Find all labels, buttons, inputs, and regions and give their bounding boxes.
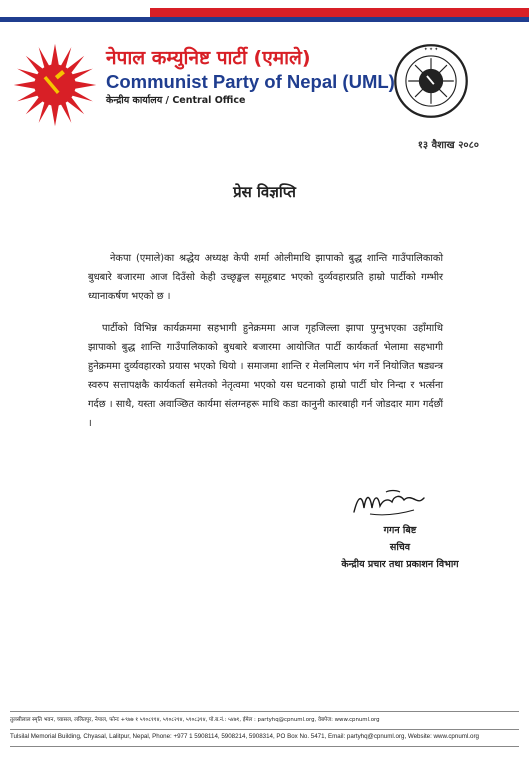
office-label-english: / Central Office bbox=[162, 95, 246, 106]
signatory-name: गगन बिष्ट bbox=[383, 525, 417, 536]
office-label bbox=[106, 94, 395, 108]
footer-divider-top bbox=[10, 711, 519, 712]
party-seal bbox=[393, 43, 469, 119]
header-blue-stripe bbox=[0, 17, 529, 22]
issue-date: १३ वैशाख २०८० bbox=[417, 140, 479, 151]
signatory-block bbox=[300, 522, 500, 573]
handwritten-signature bbox=[350, 486, 428, 520]
party-name-english: Communist Party of Nepal (UML) bbox=[106, 71, 395, 92]
footer-divider-bottom bbox=[10, 746, 519, 747]
signatory-position: सचिव bbox=[389, 542, 411, 553]
footer-divider-middle bbox=[10, 729, 519, 730]
footer-address-nepali: तुलसीलाल स्मृति भवन, च्यासल, ललितपुर, नेपाल, फोनः +९७७ १ ५९०८११४, ५९०८२१४, ५९०८३१४, पो.ब.नं.: ५४७१, ईमेल : partyhq@cpnuml.org, वेबपेज: www.cpnuml.org bbox=[10, 717, 380, 723]
party-emblem-logo bbox=[12, 42, 98, 128]
body-paragraph-2: पार्टीको विभिन्न कार्यक्रममा सहभागी हुनेक्रममा आज गृहजिल्ला झापा पुग्नुभएका उहाँमाथि झापाको बुद्ध शान्ति गाउँपालिकाको बुधबारे बजारमा आयोजित पार्टी कार्यकर्ता भेलामा सहभागी हुनेक्रममा दुर्व्यवहारको प्रयास भएको थियो । समाजमा शान्ति र मेलमिलाप भंग गर्ने नियोजित षड्यन्त्र स्वरुप सत्तापक्षकै कार्यकर्ता समेतको नेतृत्वमा भएको यस घटनाको हाम्रो पार्टी घोर निन्दा र भर्त्सना गर्दछ । साथै, यस्ता अवाञ्छित कार्यमा संलग्नहरू माथि कडा कानुनी कारबाही गर्न जोडदार माग गर्दछौं । bbox=[88, 322, 443, 429]
svg-text:✦ ✦ ✦: ✦ ✦ ✦ bbox=[423, 47, 439, 53]
document-title: प्रेस विज्ञप्ति bbox=[233, 183, 296, 201]
signatory-department: केन्द्रीय प्रचार तथा प्रकाशन विभाग bbox=[341, 559, 459, 570]
party-letterhead bbox=[106, 46, 395, 108]
body-paragraph-1: नेकपा (एमाले)का श्रद्धेय अध्यक्ष केपी शर्मा ओलीमाथि झापाको बुद्ध शान्ति गाउँपालिकाको बुधबारे बजारमा आज दिउँसो केही उच्छृङ्खल समूहबाट भएको दुर्व्यवहारप्रति हाम्रो पार्टीको गम्भीर ध्यानाकर्षण भएको छ । bbox=[88, 252, 443, 302]
header-red-stripe bbox=[150, 8, 529, 17]
office-label-nepali: केन्द्रीय कार्यालय bbox=[106, 95, 163, 106]
footer-address-english: Tulsilal Memorial Building, Chyasal, Lalitpur, Nepal, Phone: +977 1 5908114, 5908214, 5908314, PO Box No. 5471, Email: partyhq@cpnuml.org, Website: www.cpnuml.org bbox=[10, 733, 479, 740]
party-name-nepali: नेपाल कम्युनिष्ट पार्टी (एमाले) bbox=[106, 47, 311, 69]
